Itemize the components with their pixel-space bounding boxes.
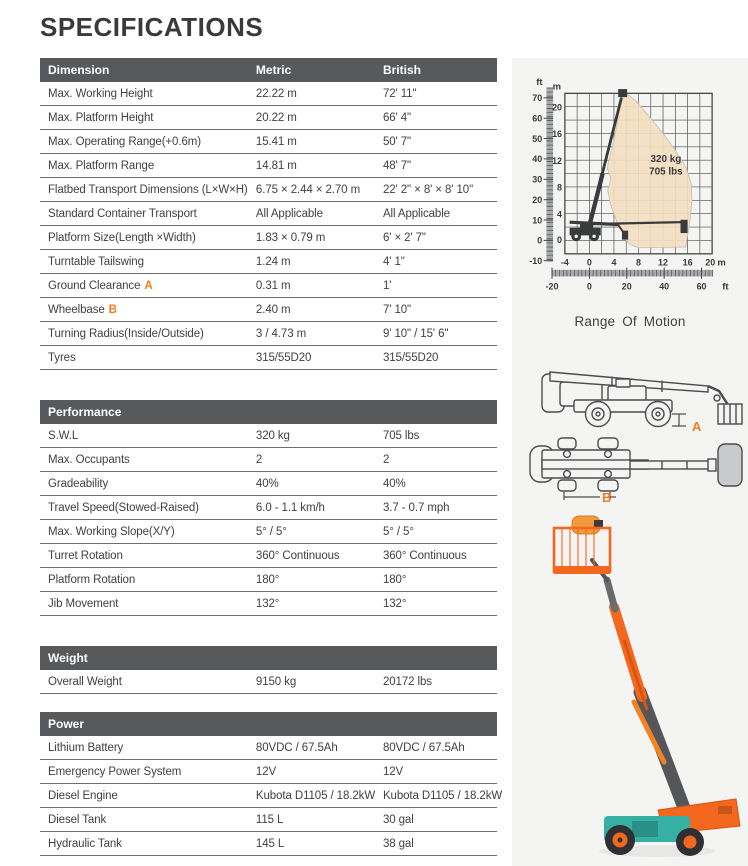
row-label-text: Max. Occupants [48,453,130,466]
tick-label: 0 [537,235,543,246]
row-label [40,544,248,568]
metric-value-text: 180° [255,573,280,586]
british-value [375,496,497,520]
table-row [40,520,497,544]
metric-value-text: 22.22 m [255,87,297,100]
metric-value-text: 2 [255,453,263,466]
table-row [40,298,497,322]
british-value-text: 9' 10" / 15' 6" [382,327,449,340]
row-label-text: Platform Size(Length ×Width) [48,231,196,244]
british-value-text: 40% [382,477,406,490]
metric-value [248,298,375,322]
british-value-text: 50' 7" [382,135,412,148]
row-label [40,106,248,130]
tick-label: 70 [532,93,543,104]
british-value [375,130,497,154]
british-value [375,568,497,592]
metric-value [248,202,375,226]
row-label [40,760,248,784]
british-value-text: 1' [382,279,392,292]
metric-value-text: 14.81 m [255,159,297,172]
british-value-text: 315/55D20 [382,351,439,364]
british-value-text: 12V [382,765,404,778]
row-label [40,448,248,472]
tick-label: 20 [621,281,632,292]
metric-value [248,520,375,544]
y-unit-m: m [552,81,562,93]
row-label-text: S.W.L [48,429,79,442]
metric-value-text: 9150 kg [255,675,297,688]
section-title: Power [40,712,497,736]
british-value [375,832,497,856]
british-value [375,178,497,202]
row-label [40,130,248,154]
table-row [40,106,497,130]
section-performance [40,400,497,616]
british-value-text: All Applicable [382,207,450,220]
metric-value [248,250,375,274]
section-power [40,712,503,856]
x-unit-m: m [717,257,726,269]
metric-value-text: 315/55D20 [255,351,312,364]
range-of-motion-chart [512,58,748,308]
metric-value [248,226,375,250]
metric-value [248,154,375,178]
table-row [40,448,497,472]
row-label [40,784,248,808]
metric-value-text: 2.40 m [255,303,291,316]
metric-value [248,106,375,130]
tick-label: 8 [636,257,641,268]
section-header-row [40,712,497,736]
british-value-text: 72' 11" [382,87,417,100]
tick-label: 4 [611,257,617,268]
table-row [40,736,497,760]
tick-label: 10 [532,215,543,226]
page-title: SPECIFICATIONS [40,12,264,42]
metric-value-text: 80VDC / 67.5Ah [255,741,338,754]
tick-label: 60 [696,281,707,292]
tick-label: 0 [586,257,592,268]
metric-value [248,592,375,616]
ground-clearance-bracket [672,414,686,426]
x-ticks-m [561,258,726,269]
tick-label: 4 [557,209,563,220]
table-row [40,322,497,346]
row-label-text: Hydraulic Tank [48,837,122,850]
british-value-text: 30 gal [382,813,414,826]
tick-label: 0 [557,235,563,246]
row-label-text: Max. Working Height [48,87,153,100]
top-view-diagram [512,436,748,506]
british-value [375,106,497,130]
table-row [40,346,497,370]
metric-value-text: 115 L [255,813,284,826]
capacity-label [649,154,683,177]
metric-value [248,322,375,346]
british-value [375,544,497,568]
table-row [40,808,497,832]
metric-value [248,274,375,298]
tick-label: -20 [545,281,559,292]
row-label [40,736,248,760]
tick-label: 20 [705,257,716,268]
row-label-text: Turret Rotation [48,549,123,562]
metric-value-text: 5° / 5° [255,525,287,538]
british-value-text: 38 gal [382,837,414,850]
row-label-text: Tyres [48,351,76,364]
tick-label: 50 [532,133,543,144]
table-row [40,472,497,496]
section-weight [40,646,497,694]
section-header-row [40,646,497,670]
row-label-text: Flatbed Transport Dimensions (L×W×H) [48,183,248,196]
column-header-metric: Metric [248,58,375,82]
table-row [40,760,497,784]
row-label [40,808,248,832]
section-title: Performance [40,400,497,424]
british-value [375,250,497,274]
row-label-text: Overall Weight [48,675,122,688]
row-label [40,520,248,544]
british-value [375,346,497,370]
british-value-text: 6' × 2' 7" [382,231,426,244]
tick-label: 16 [552,129,563,140]
british-value-text: 360° Continuous [382,549,467,562]
row-label [40,298,248,322]
british-value-text: 3.7 - 0.7 mph [382,501,450,514]
row-label-text: Lithium Battery [48,741,124,754]
row-label [40,424,248,448]
british-value [375,154,497,178]
metric-value-text: 20.22 m [255,111,297,124]
row-label-text: Turntable Tailswing [48,255,144,268]
row-label [40,226,248,250]
table-row [40,154,497,178]
row-label [40,496,248,520]
metric-value [248,670,375,694]
table-row [40,784,497,808]
dimension-marker: B [108,303,117,316]
british-value-text: 22' 2" × 8' × 8' 10" [382,183,474,196]
row-label [40,274,248,298]
british-value-text: 705 lbs [382,429,420,442]
row-label [40,592,248,616]
british-value [375,424,497,448]
british-value [375,592,497,616]
table-row [40,592,497,616]
tick-label: 40 [532,154,543,165]
metric-value [248,82,375,106]
row-label-text: Ground Clearance [48,279,141,292]
british-value [375,298,497,322]
metric-value-text: 3 / 4.73 m [255,327,307,340]
metric-value [248,832,375,856]
row-label [40,832,248,856]
metric-value [248,178,375,202]
british-value-text: Kubota D1105 / 18.2kW [382,789,503,802]
metric-value [248,736,375,760]
british-value-text: 4' 1" [382,255,405,268]
tick-label: 20 [552,102,563,113]
marker-b-label: B [602,490,612,505]
row-label [40,82,248,106]
british-value [375,520,497,544]
capacity-line1: 320 kg [650,154,682,166]
metric-value-text: 6.0 - 1.1 km/h [255,501,325,514]
row-label-text: Platform Rotation [48,573,136,586]
british-value-text: 5° / 5° [382,525,414,538]
row-label-text: Jib Movement [48,597,119,610]
chart-caption: Range Of Motion [574,314,686,329]
british-value [375,670,497,694]
metric-value [248,346,375,370]
basket [554,516,610,574]
row-label-text: Wheelbase [48,303,105,316]
british-value-text: 20172 lbs [382,675,432,688]
section-title: Dimension [40,58,248,82]
metric-value-text: 145 L [255,837,285,850]
british-value [375,472,497,496]
british-value [375,274,497,298]
british-value [375,808,497,832]
x-unit-ft: ft [722,281,729,293]
metric-value-text: 360° Continuous [255,549,340,562]
british-value-text: 66' 4" [382,111,412,124]
row-label [40,154,248,178]
british-value [375,226,497,250]
row-label-text: Diesel Engine [48,789,118,802]
row-label-text: Turning Radius(Inside/Outside) [48,327,204,340]
tick-label: -10 [529,256,543,267]
tick-label: 60 [532,113,543,124]
y-ruler-ft [529,77,553,266]
row-label-text: Standard Container Transport [48,207,197,220]
section-title: Weight [40,646,497,670]
metric-value-text: 1.24 m [255,255,291,268]
metric-value-text: 0.31 m [255,279,291,292]
metric-value-text: 40% [255,477,279,490]
metric-value-text: 15.41 m [255,135,297,148]
row-label [40,568,248,592]
british-value [375,448,497,472]
table-row [40,274,497,298]
table-row [40,568,497,592]
british-value [375,736,497,760]
y-ticks-m [552,82,562,246]
metric-value [248,130,375,154]
spec-tables [40,58,503,856]
metric-value [248,544,375,568]
row-label-text: Max. Platform Height [48,111,154,124]
row-label [40,346,248,370]
row-label [40,670,248,694]
british-value [375,82,497,106]
metric-value-text: 320 kg [255,429,290,442]
table-row [40,202,497,226]
table-row [40,544,497,568]
side-view-diagram [512,348,748,436]
british-value-text: 7' 10" [382,303,412,316]
metric-value-text: 1.83 × 0.79 m [255,231,326,244]
table-row [40,82,497,106]
tick-label: 0 [586,281,592,292]
metric-value-text: 12V [255,765,277,778]
british-value-text: 180° [382,573,407,586]
tick-label: 12 [658,257,669,268]
tick-label: 40 [659,281,670,292]
metric-value [248,448,375,472]
metric-value [248,472,375,496]
table-row [40,832,497,856]
british-value-text: 80VDC / 67.5Ah [382,741,465,754]
table-row [40,496,497,520]
tick-label: 12 [552,156,563,167]
row-label [40,202,248,226]
table-row [40,670,497,694]
row-label-text: Gradeability [48,477,109,490]
table-row [40,226,497,250]
metric-value [248,808,375,832]
marker-a-label: A [692,419,702,434]
british-value-text: 2 [382,453,390,466]
x-ruler-ft [546,267,730,292]
tick-label: -4 [560,257,569,268]
british-value [375,322,497,346]
section-header-row [40,58,497,82]
column-header-british: British [375,58,497,82]
metric-value [248,424,375,448]
metric-value-text: Kubota D1105 / 18.2kW [255,789,376,802]
metric-value-text: 6.75 × 2.44 × 2.70 m [255,183,361,196]
table-row [40,130,497,154]
metric-value [248,568,375,592]
british-value [375,202,497,226]
row-label [40,322,248,346]
product-photo [512,510,748,866]
row-label-text: Max. Working Slope(X/Y) [48,525,175,538]
row-label-text: Emergency Power System [48,765,182,778]
section-dimension [40,58,497,370]
metric-value [248,496,375,520]
tick-label: 16 [682,257,693,268]
tick-label: 30 [532,174,543,185]
tick-label: 8 [557,182,563,193]
table-row [40,424,497,448]
tick-label: 20 [532,195,543,206]
table-row [40,250,497,274]
section-header-row [40,400,497,424]
metric-value [248,760,375,784]
row-label-text: Travel Speed(Stowed-Raised) [48,501,199,514]
row-label-text: Max. Platform Range [48,159,155,172]
illustration-panel [512,58,748,866]
british-value-text: 132° [382,597,407,610]
british-value-text: 48' 7" [382,159,412,172]
metric-value-text: All Applicable [255,207,323,220]
capacity-line2: 705 lbs [649,166,683,178]
british-value [375,784,503,808]
british-value [375,760,497,784]
y-unit-ft: ft [536,76,543,88]
metric-value-text: 132° [255,597,280,610]
dimension-marker: A [144,279,153,292]
row-label [40,472,248,496]
row-label-text: Diesel Tank [48,813,107,826]
row-label [40,178,248,202]
row-label [40,250,248,274]
table-row [40,178,497,202]
metric-value [248,784,375,808]
row-label-text: Max. Operating Range(+0.6m) [48,135,201,148]
